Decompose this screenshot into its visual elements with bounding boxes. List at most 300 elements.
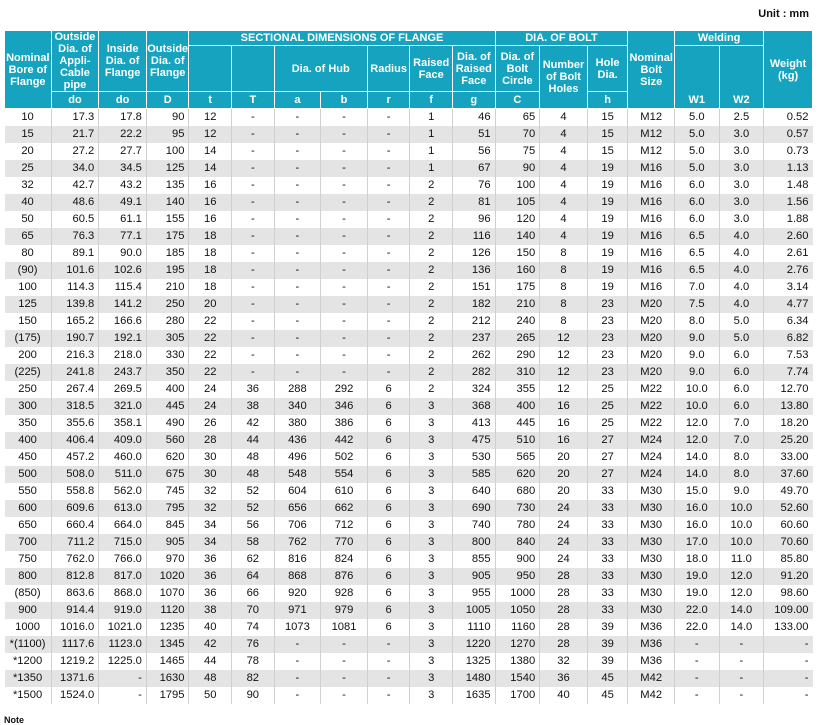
table-row (5, 636, 813, 653)
table-cell: 155 (146, 211, 189, 228)
table-cell: 18 (189, 279, 232, 296)
table-cell: 280 (146, 313, 189, 330)
table-cell: 6.5 (675, 262, 720, 279)
table-cell: 105 (495, 194, 540, 211)
header-number-bolt-holes: Number of Bolt Holes (540, 46, 588, 109)
table-cell: 50 (21, 213, 34, 225)
table-cell: 6.0 (719, 364, 764, 381)
table-cell: 900 (5, 602, 52, 619)
table-cell: 70 (495, 126, 540, 143)
table-cell: 210 (495, 296, 540, 313)
table-cell: - (367, 262, 410, 279)
table-cell: 74 (232, 619, 275, 636)
table-cell: 1 (410, 160, 453, 177)
table-row (5, 364, 813, 381)
table-cell: 22 (189, 330, 232, 347)
header-outside-dia-flange: Outside Dia. of Flange (146, 31, 189, 92)
table-cell: 36 (232, 381, 275, 398)
table-cell: 3 (410, 432, 453, 449)
table-cell: 413 (452, 415, 495, 432)
table-cell: *1500 (12, 689, 43, 701)
table-cell: (175) (5, 330, 52, 347)
table-cell: 1016.0 (51, 619, 99, 636)
table-cell: 32 (189, 500, 232, 517)
table-cell: 21.7 (51, 126, 99, 143)
table-cell: M16 (628, 245, 675, 262)
table-cell: - (367, 279, 410, 296)
table-cell: - (719, 636, 764, 653)
table-cell: 44 (189, 653, 232, 670)
table-cell: - (274, 228, 321, 245)
table-cell: 3 (410, 687, 453, 704)
table-cell: 22 (189, 364, 232, 381)
table-cell: 690 (452, 500, 495, 517)
table-cell: 90.0 (99, 245, 147, 262)
table-cell: 560 (146, 432, 189, 449)
table-cell: - (99, 670, 147, 687)
table-cell: 1225.0 (99, 653, 147, 670)
table-cell: 288 (274, 381, 321, 398)
table-cell: 34 (189, 534, 232, 551)
table-cell: - (321, 177, 368, 194)
table-cell: 23 (587, 330, 628, 347)
table-cell: 24 (540, 500, 588, 517)
table-cell: 19 (587, 160, 628, 177)
table-cell: 0.57 (764, 126, 813, 143)
table-cell: 6 (367, 534, 410, 551)
flange-dimension-table (4, 30, 813, 704)
table-cell: - (321, 347, 368, 364)
table-cell: 27.7 (99, 143, 147, 160)
table-cell: 150 (18, 315, 37, 327)
table-row (5, 619, 813, 636)
table-cell: 5.0 (719, 330, 764, 347)
table-cell: 613.0 (99, 500, 147, 517)
table-cell: 38 (189, 602, 232, 619)
table-cell: 6 (367, 619, 410, 636)
unit-label: Unit : mm (758, 8, 809, 20)
table-cell: 51 (452, 126, 495, 143)
table-cell: 6 (367, 568, 410, 585)
table-cell: 56 (452, 143, 495, 160)
table-cell: - (719, 653, 764, 670)
header-sym-do: do (51, 92, 99, 109)
table-cell: 48 (189, 670, 232, 687)
table-cell: - (367, 194, 410, 211)
table-cell: 1465 (146, 653, 189, 670)
table-cell: 14 (189, 143, 232, 160)
table-cell: 37.60 (764, 466, 813, 483)
table-cell: 8.0 (675, 313, 720, 330)
table-cell: 3.0 (719, 211, 764, 228)
table-cell: 1540 (495, 670, 540, 687)
table-cell: 500 (5, 466, 52, 483)
table-cell: 3 (410, 670, 453, 687)
table-cell: 6.0 (675, 177, 720, 194)
table-cell: 240 (495, 313, 540, 330)
table-cell: - (232, 177, 275, 194)
table-cell: 868.0 (99, 585, 147, 602)
table-cell: 530 (452, 449, 495, 466)
table-cell: 114.3 (51, 279, 99, 296)
table-cell: 19.0 (675, 585, 720, 602)
table-cell: 318.5 (51, 398, 99, 415)
table-cell: 386 (321, 415, 368, 432)
table-cell: 4.0 (719, 279, 764, 296)
table-cell: M22 (628, 398, 675, 415)
table-cell: 1073 (274, 619, 321, 636)
table-cell: 19 (587, 262, 628, 279)
table-cell: 16 (189, 211, 232, 228)
table-row (5, 449, 813, 466)
table-cell: 4 (540, 109, 588, 127)
table-cell: 61.1 (99, 211, 147, 228)
table-cell: 350 (146, 364, 189, 381)
table-cell: 49.1 (99, 194, 147, 211)
table-cell: 706 (274, 517, 321, 534)
table-cell: 24 (540, 517, 588, 534)
table-cell: 3 (410, 483, 453, 500)
table-cell: - (367, 687, 410, 704)
table-cell: - (367, 364, 410, 381)
table-cell: 6.0 (719, 381, 764, 398)
table-cell: 442 (321, 432, 368, 449)
table-cell: 48.6 (51, 194, 99, 211)
table-cell: - (367, 126, 410, 143)
table-cell: - (321, 245, 368, 262)
table-cell: 76 (232, 636, 275, 653)
table-cell: M16 (628, 228, 675, 245)
table-cell: 90 (232, 687, 275, 704)
table-cell: 3 (410, 551, 453, 568)
table-cell: - (764, 670, 813, 687)
table-row (5, 126, 813, 143)
table-cell: 101.6 (51, 262, 99, 279)
table-cell: 19 (587, 279, 628, 296)
table-cell: - (274, 194, 321, 211)
table-cell: 0.73 (764, 143, 813, 160)
table-cell: 15.0 (675, 483, 720, 500)
table-cell: - (367, 347, 410, 364)
table-cell: - (321, 364, 368, 381)
table-cell: 10 (21, 111, 34, 123)
table-body (5, 109, 813, 705)
table-cell: 3 (410, 585, 453, 602)
table-cell: 76 (452, 177, 495, 194)
table-cell: 34.5 (99, 160, 147, 177)
table-cell: 715.0 (99, 534, 147, 551)
table-cell: 305 (146, 330, 189, 347)
table-cell: 25 (587, 415, 628, 432)
table-cell: 150 (495, 245, 540, 262)
table-cell: M16 (628, 279, 675, 296)
table-cell: 100 (495, 177, 540, 194)
table-row (5, 279, 813, 296)
table-cell: 14.0 (675, 449, 720, 466)
table-cell: 48 (232, 466, 275, 483)
table-cell: 3.0 (719, 177, 764, 194)
table-cell: 6 (367, 432, 410, 449)
table-cell: 1630 (146, 670, 189, 687)
table-cell: 496 (274, 449, 321, 466)
table-cell: 195 (146, 262, 189, 279)
table-row (5, 551, 813, 568)
table-cell: 4 (540, 194, 588, 211)
table-cell: 2 (410, 347, 453, 364)
table-cell: - (367, 670, 410, 687)
footer-note: Note (4, 715, 24, 725)
table-cell: 2 (410, 228, 453, 245)
table-cell: - (321, 687, 368, 704)
table-cell: 115.4 (99, 279, 147, 296)
table-cell: 28 (540, 585, 588, 602)
table-cell: 26 (189, 415, 232, 432)
table-cell: 445 (495, 415, 540, 432)
table-cell: - (274, 347, 321, 364)
table-cell: 12 (540, 347, 588, 364)
table-cell: 762 (274, 534, 321, 551)
table-cell: 140 (495, 228, 540, 245)
table-cell: 20 (21, 145, 34, 157)
table-cell: M30 (628, 500, 675, 517)
table-cell: 125 (5, 296, 52, 313)
table-cell: 33 (587, 500, 628, 517)
table-cell: - (274, 279, 321, 296)
header-welding: Welding (675, 31, 764, 46)
table-cell: 1325 (452, 653, 495, 670)
table-cell: 3 (410, 636, 453, 653)
table-cell: - (274, 160, 321, 177)
table-cell: M16 (628, 194, 675, 211)
table-cell: 8 (540, 245, 588, 262)
table-cell: 1235 (146, 619, 189, 636)
table-cell: - (232, 245, 275, 262)
table-cell: 1345 (146, 636, 189, 653)
table-cell: M24 (628, 432, 675, 449)
table-cell: - (274, 143, 321, 160)
table-cell: 28 (540, 602, 588, 619)
table-cell: 1110 (452, 619, 495, 636)
table-cell: 9.0 (675, 330, 720, 347)
table-cell: 32 (189, 483, 232, 500)
table-cell: 81 (452, 194, 495, 211)
table-cell: 17.3 (51, 109, 99, 127)
table-cell: 42.7 (51, 177, 99, 194)
table-cell: M16 (628, 262, 675, 279)
table-cell: 126 (452, 245, 495, 262)
table-cell: 12.0 (675, 415, 720, 432)
table-cell: *(1100) (5, 636, 52, 653)
table-cell: M30 (628, 551, 675, 568)
table-cell: M12 (628, 126, 675, 143)
table-cell: 5.0 (675, 126, 720, 143)
table-cell: - (367, 109, 410, 127)
table-cell: 3 (410, 534, 453, 551)
table-cell: 4.0 (719, 262, 764, 279)
table-cell: - (321, 313, 368, 330)
table-cell: 100 (18, 281, 37, 293)
table-cell: 812.8 (51, 568, 99, 585)
table-cell: 10.0 (675, 398, 720, 415)
table-cell: - (321, 330, 368, 347)
table-cell: 324 (452, 381, 495, 398)
table-cell: 730 (495, 500, 540, 517)
table-cell: 840 (495, 534, 540, 551)
table-cell: 400 (5, 432, 52, 449)
table-cell: 33.00 (764, 449, 813, 466)
table-cell: 800 (5, 568, 52, 585)
table-cell: 1219.2 (51, 653, 99, 670)
table-cell: 3 (410, 466, 453, 483)
table-cell: 243.7 (99, 364, 147, 381)
table-cell: 4.77 (764, 296, 813, 313)
table-cell: 6.82 (764, 330, 813, 347)
table-cell: 20 (540, 449, 588, 466)
table-cell: 12 (540, 364, 588, 381)
table-cell: - (232, 160, 275, 177)
table-cell: 14.0 (719, 602, 764, 619)
table-row (5, 466, 813, 483)
table-cell: 1081 (321, 619, 368, 636)
table-cell: 6 (367, 449, 410, 466)
table-cell: 550 (18, 485, 37, 497)
table-cell: 39 (587, 636, 628, 653)
table-row (5, 177, 813, 194)
table-cell: 6.0 (719, 347, 764, 364)
table-cell: 18 (189, 262, 232, 279)
table-cell: - (675, 636, 720, 653)
table-cell: - (675, 687, 720, 704)
table-cell: (90) (5, 262, 52, 279)
table-cell: 1021.0 (99, 619, 147, 636)
table-cell: 12 (540, 330, 588, 347)
table-cell: 662 (321, 500, 368, 517)
table-row (5, 398, 813, 415)
table-cell: 2 (410, 177, 453, 194)
table-cell: 3 (410, 500, 453, 517)
table-cell: 1000 (495, 585, 540, 602)
table-cell: 27.2 (51, 143, 99, 160)
table-cell: 502 (321, 449, 368, 466)
table-cell: M24 (628, 449, 675, 466)
table-cell: 160 (495, 262, 540, 279)
header-dia-of-bolt: DIA. OF BOLT (495, 31, 628, 46)
table-cell: 3.0 (719, 160, 764, 177)
table-cell: 23 (587, 296, 628, 313)
table-cell: 7.0 (719, 415, 764, 432)
table-cell: 140 (146, 194, 189, 211)
table-row (5, 160, 813, 177)
table-cell: 24 (540, 534, 588, 551)
table-cell: 711.2 (51, 534, 99, 551)
table-cell: 12 (189, 109, 232, 127)
table-cell: 70 (232, 602, 275, 619)
table-cell: 1000 (15, 621, 40, 633)
table-cell: 4 (540, 177, 588, 194)
table-cell: 340 (274, 398, 321, 415)
table-cell: 91.20 (764, 568, 813, 585)
table-cell: 19 (587, 177, 628, 194)
table-row (5, 670, 813, 687)
table-cell: 490 (146, 415, 189, 432)
table-cell: - (367, 636, 410, 653)
table-row (5, 585, 813, 602)
table-cell: - (321, 636, 368, 653)
table-cell: 4 (540, 126, 588, 143)
table-cell: 65 (5, 228, 52, 245)
table-cell: 11.0 (719, 551, 764, 568)
table-cell: 868 (274, 568, 321, 585)
table-cell: 1050 (495, 602, 540, 619)
table-cell: 25.20 (764, 432, 813, 449)
table-row (5, 687, 813, 704)
table-cell: 269.5 (99, 381, 147, 398)
table-cell: - (232, 143, 275, 160)
table-cell: 762.0 (51, 551, 99, 568)
table-row (5, 211, 813, 228)
table-cell: 2.61 (764, 245, 813, 262)
table-cell: 824 (321, 551, 368, 568)
header-nominal-bore: Nominal Bore of Flange (5, 31, 52, 109)
table-cell: 32 (21, 179, 34, 191)
table-cell: 1005 (452, 602, 495, 619)
table-cell: - (321, 670, 368, 687)
table-cell: 620 (146, 449, 189, 466)
table-cell: 33 (587, 602, 628, 619)
table-cell: 182 (452, 296, 495, 313)
table-cell: 1117.6 (51, 636, 99, 653)
table-cell: 6.0 (719, 398, 764, 415)
table-cell: 16.0 (675, 500, 720, 517)
table-cell: 25 (587, 381, 628, 398)
table-cell: 60.5 (51, 211, 99, 228)
table-cell: 1380 (495, 653, 540, 670)
table-cell: 368 (452, 398, 495, 415)
table-cell: 10.0 (719, 534, 764, 551)
table-cell: 14.0 (719, 619, 764, 636)
header-inside-dia: Inside Dia. of Flange (99, 31, 147, 92)
table-cell: 10.0 (719, 517, 764, 534)
table-cell: M30 (628, 517, 675, 534)
table-cell: 15 (587, 126, 628, 143)
table-cell: 34.0 (51, 160, 99, 177)
table-cell: - (232, 313, 275, 330)
table-cell: 190.7 (51, 330, 99, 347)
table-cell: M24 (628, 466, 675, 483)
table-cell: 60.60 (764, 517, 813, 534)
table-cell: 27 (587, 432, 628, 449)
table-cell: - (321, 262, 368, 279)
table-cell: 1371.6 (51, 670, 99, 687)
table-cell: 4.0 (719, 296, 764, 313)
table-cell: 28 (189, 432, 232, 449)
table-cell: 1524.0 (51, 687, 99, 704)
table-cell: 1635 (452, 687, 495, 704)
table-cell: 330 (146, 347, 189, 364)
table-cell: 548 (274, 466, 321, 483)
table-row (5, 568, 813, 585)
table-cell: 1020 (146, 568, 189, 585)
table-cell: - (274, 653, 321, 670)
table-cell: (850) (14, 587, 41, 599)
table-cell: 920 (274, 585, 321, 602)
table-cell: 1 (410, 109, 453, 127)
table-cell: M42 (628, 670, 675, 687)
table-cell: M30 (628, 602, 675, 619)
table-row (5, 602, 813, 619)
table-cell: 292 (321, 381, 368, 398)
table-cell: - (321, 211, 368, 228)
